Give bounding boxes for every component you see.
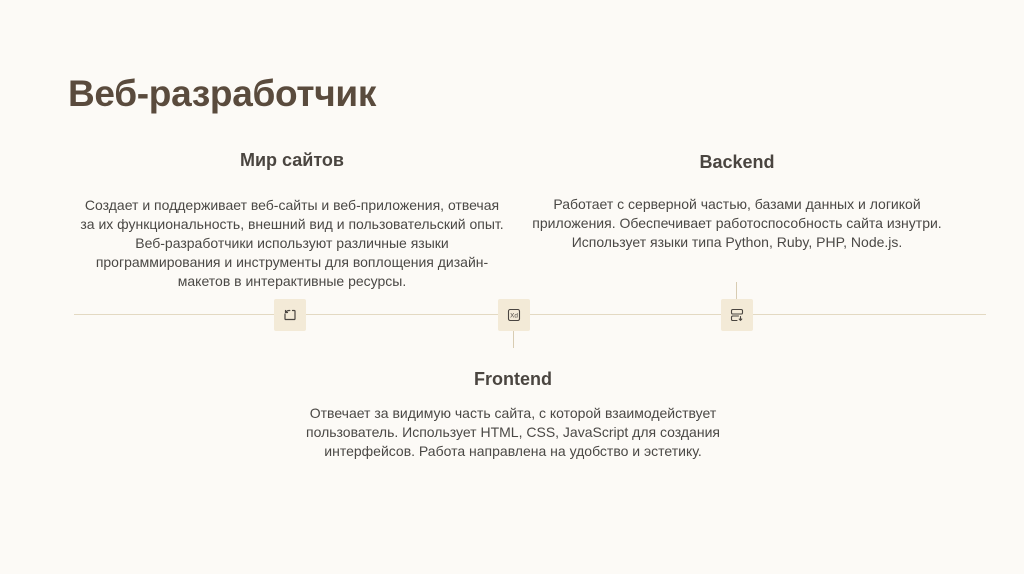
timeline-marker-3 — [721, 299, 753, 331]
card-text: Создает и поддерживает веб-сайты и веб-приложения, отвечая за их функциональность, внешний вид и пользовательский опыт. Веб-разработчики используют различные языки программирования и инструменты для воплощения дизайн-макетов в интерактивные ресурсы. — [80, 197, 504, 289]
server-sync-icon — [729, 307, 745, 323]
card-title: Backend — [699, 152, 775, 172]
svg-text:Xd: Xd — [510, 312, 518, 320]
timeline-line — [74, 314, 986, 315]
timeline-marker-1 — [274, 299, 306, 331]
card-text: Работает с серверной частью, базами данных и логикой приложения. Обеспечивает работоспособность сайта изнутри. Использует языки типа Python, Ruby, PHP, Node.js. — [532, 196, 942, 250]
card-backend — [520, 152, 954, 252]
card-frontend — [296, 369, 730, 461]
xd-file-icon — [506, 307, 522, 323]
card-text: Отвечает за видимую часть сайта, с которой взаимодействует пользователь. Использует HTML, CSS, JavaScript для создания интерфейсов. Работа направлена на удобство и эстетику. — [306, 405, 720, 459]
rotate-square-icon — [282, 307, 298, 323]
card-title: Мир сайтов — [239, 150, 344, 170]
slide-title: Веб-разработчик — [68, 73, 377, 114]
card-title: Frontend — [474, 369, 552, 389]
card-web-world — [72, 150, 512, 291]
timeline-marker-2 — [498, 299, 530, 331]
